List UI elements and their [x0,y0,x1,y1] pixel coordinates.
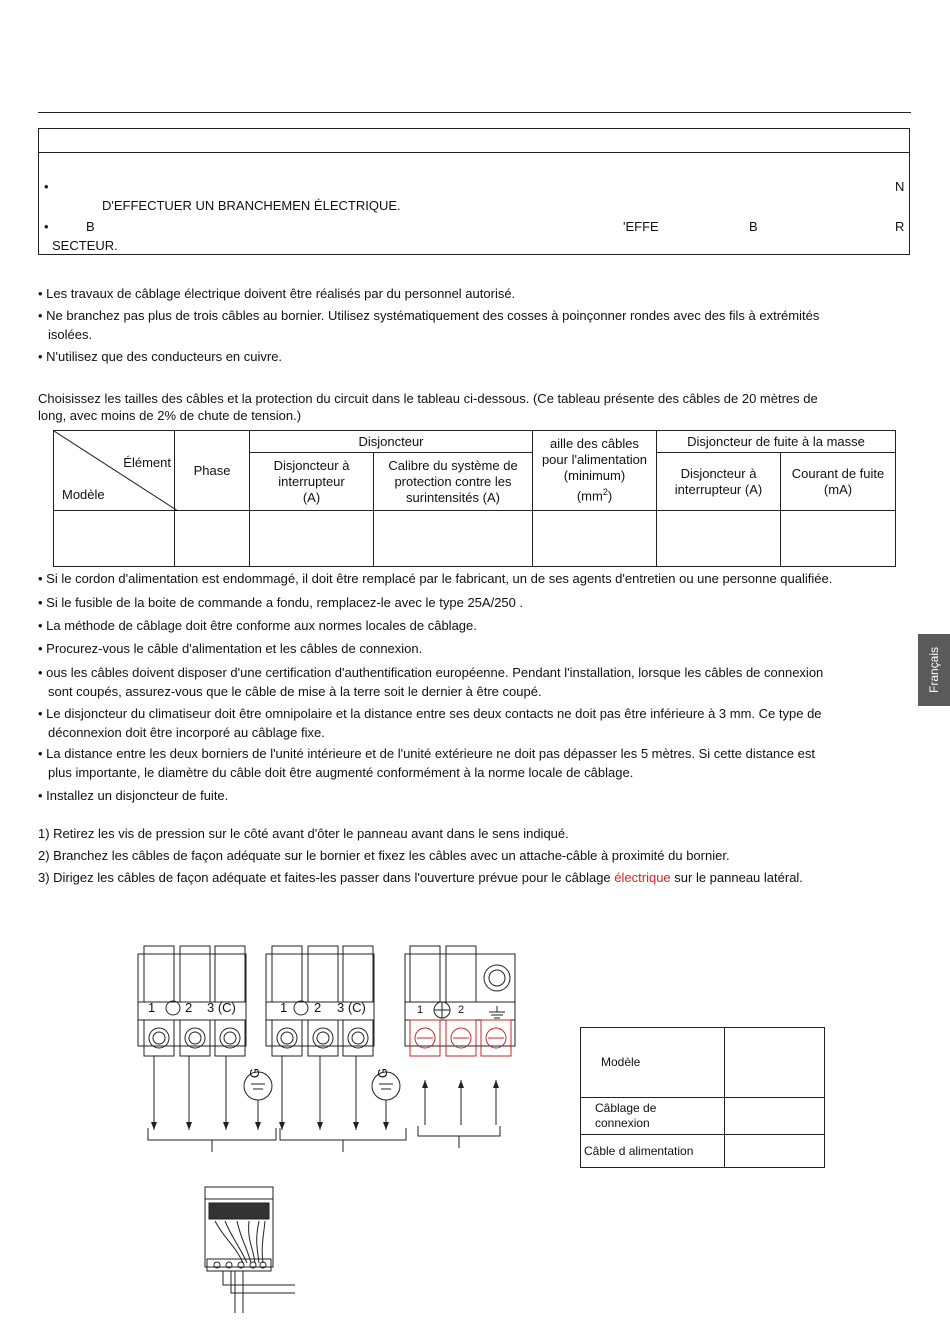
header-courant [781,453,896,511]
bullet-bottom-1: • Si le cordon d'alimentation est endommagé, il doit être remplacé par le fabricant, un de ses agents d'entretien ou une personne qualifiée. [38,571,833,586]
bullet-bottom-5: • ous les câbles doivent disposer d'une certification d'authentification européenne. Pendant l'installation, lorsque les câbles de connexion [38,665,824,680]
bullet-top-2: • Ne branchez pas plus de trois câbles au bornier. Utilisez systématiquement des cosses à poinçonner rondes avec des fils à extrémités [38,308,820,323]
table-cell [533,511,657,567]
intro-line-1: Choisissez les tailles des câbles et la protection du circuit dans le tableau ci-dessous. (Ce tableau présente des câbles de 20 mètres de [38,391,818,406]
model-table [580,1027,825,1168]
step-2: 2) Branchez les câbles de façon adéquate sur le bornier et fixez les câbles avec un attache-câble à proximité du bornier. [38,848,730,863]
terminal-label-b2-3: 3 (C) [337,1000,366,1015]
connexion-line-1: Câblage de [595,1101,657,1115]
warning-line3-mid: 'EFFE [623,219,659,234]
bullet-bottom-7-cont: plus importante, le diamètre du câble doit être augmenté conformément à la norme locale de câblage. [48,765,634,780]
disj-int-line-3: (A) [302,489,321,505]
bullet-bottom-7: • La distance entre les deux borniers de l'unité intérieure et de l'unité extérieure ne doit pas dépasser les 5 mètres. Si cette distance est [38,746,815,761]
header-phase: Phase [175,431,250,511]
table-cell [175,511,250,567]
warning-line4: SECTEUR. [52,238,118,253]
fuite-int-line-1: Disjoncteur à [680,465,757,481]
step-3-red: électrique [614,870,671,885]
header-disj-interrupteur [250,453,374,511]
disj-int-line-1: Disjoncteur à [273,457,350,473]
table-cell [54,511,175,567]
bullet-bottom-6-cont: déconnexion doit être incorporé au câblage fixe. [48,725,325,740]
table-cell [657,511,781,567]
taille-unit: (mm [576,488,603,504]
bullet-top-1: • Les travaux de câblage électrique doivent être réalisés par du personnel autorisé. [38,286,516,301]
warning-line3-b2: B [749,219,758,234]
terminal-block-3 [405,946,515,1046]
terminal-label-b2-1: 1 [280,1000,288,1015]
taille-line-3: (minimum) [563,468,626,484]
spec-table [53,430,896,567]
terminal-label-b2-2: 2 [314,1000,322,1015]
bullet-bottom-6: • Le disjoncteur du climatiseur doit être omnipolaire et la distance entre ses deux contacts ne doit pas être inférieure à 3 mm. Ce type de [38,706,822,721]
warning-box [38,128,910,255]
warning-bullet-1: • [44,179,49,194]
warning-line1-end: N [895,179,905,194]
corner-element-label: Élément [123,455,171,470]
step-1: 1) Retirez les vis de pression sur le côté avant d'ôter le panneau avant dans le sens indiqué. [38,826,569,841]
bullet-top-2-cont: isolées. [48,327,93,342]
table-cell [725,1135,825,1168]
calibre-line-1: Calibre du système de [388,457,518,473]
terminal-label-b1-2: 2 [185,1000,193,1015]
table-row [54,511,896,567]
step-3-b: sur le panneau latéral. [674,870,803,885]
top-rule [38,112,911,113]
connexion-line-2: connexion [595,1116,650,1130]
table-cell [781,511,896,567]
bullet-bottom-8: • Installez un disjoncteur de fuite. [38,788,229,803]
taille-sup: 2 [602,487,608,498]
step-3 [38,870,803,886]
warning-line3-b1: B [86,219,95,234]
wiring-illustration [195,1185,295,1313]
calibre-line-3: surintensités (A) [406,489,500,505]
table-cell [250,511,374,567]
ground-letter-2: G [375,1067,391,1079]
language-tab[interactable] [918,634,950,706]
terminal-label-b3-1: 1 [417,1004,424,1016]
model-label: Modèle [581,1028,725,1098]
taille-line-1: aille des câbles [550,436,639,452]
warning-line3-end: R [895,219,905,234]
taille-close: ) [607,488,613,504]
header-calibre [374,453,533,511]
terminal-label-b1-1: 1 [148,1000,156,1015]
bullet-bottom-2: • Si le fusible de la boite de commande a fondu, remplacez-le avec le type 25A/250 . [38,595,524,610]
header-fuite: Disjoncteur de fuite à la masse [657,431,896,453]
header-taille [533,431,657,511]
terminal-diagram [130,940,530,1155]
red-screws [410,1020,511,1056]
fuite-int-line-2: interrupteur (A) [674,481,763,497]
terminal-label-b3-2: 2 [458,1004,465,1016]
table-cell [725,1028,825,1098]
bullet-bottom-3: • La méthode de câblage doit être conforme aux normes locales de câblage. [38,618,477,633]
header-disjoncteur: Disjoncteur [250,431,533,453]
connexion-label [581,1098,725,1135]
corner-model-label: Modèle [62,487,105,502]
table-cell [374,511,533,567]
taille-line-4 [535,484,654,504]
calibre-line-2: protection contre les [394,473,512,489]
warning-line2: D'EFFECTUER UN BRANCHEMEN ÉLECTRIQUE. [102,198,401,213]
table-corner-cell [54,431,175,511]
bullet-top-3: • N'utilisez que des conducteurs en cuivre. [38,349,283,364]
ground-letter-1: G [247,1067,263,1079]
alimentation-label: Câble d alimentation [581,1135,725,1168]
terminal-label-b1-3: 3 (C) [207,1000,236,1015]
taille-line-2: pour l'alimentation [541,452,648,468]
bullet-bottom-4: • Procurez-vous le câble d'alimentation et les câbles de connexion. [38,641,423,656]
courant-line-2: (mA) [823,481,853,497]
bullet-bottom-5-cont: sont coupés, assurez-vous que le câble de mise à la terre soit le dernier à être coupé. [48,684,542,699]
step-3-a: 3) Dirigez les câbles de façon adéquate et faites-les passer dans l'ouverture prévue pour le câblage [38,870,611,885]
warning-bullet-2: • [44,219,49,234]
header-fuite-interrupteur [657,453,781,511]
intro-line-2: long, avec moins de 2% de chute de tension.) [38,408,302,423]
language-tab-label: Français [927,646,941,694]
disj-int-line-2: interrupteur [278,473,345,489]
warning-title-bar [39,129,909,153]
courant-line-1: Courant de fuite [791,465,885,481]
table-cell [725,1098,825,1135]
